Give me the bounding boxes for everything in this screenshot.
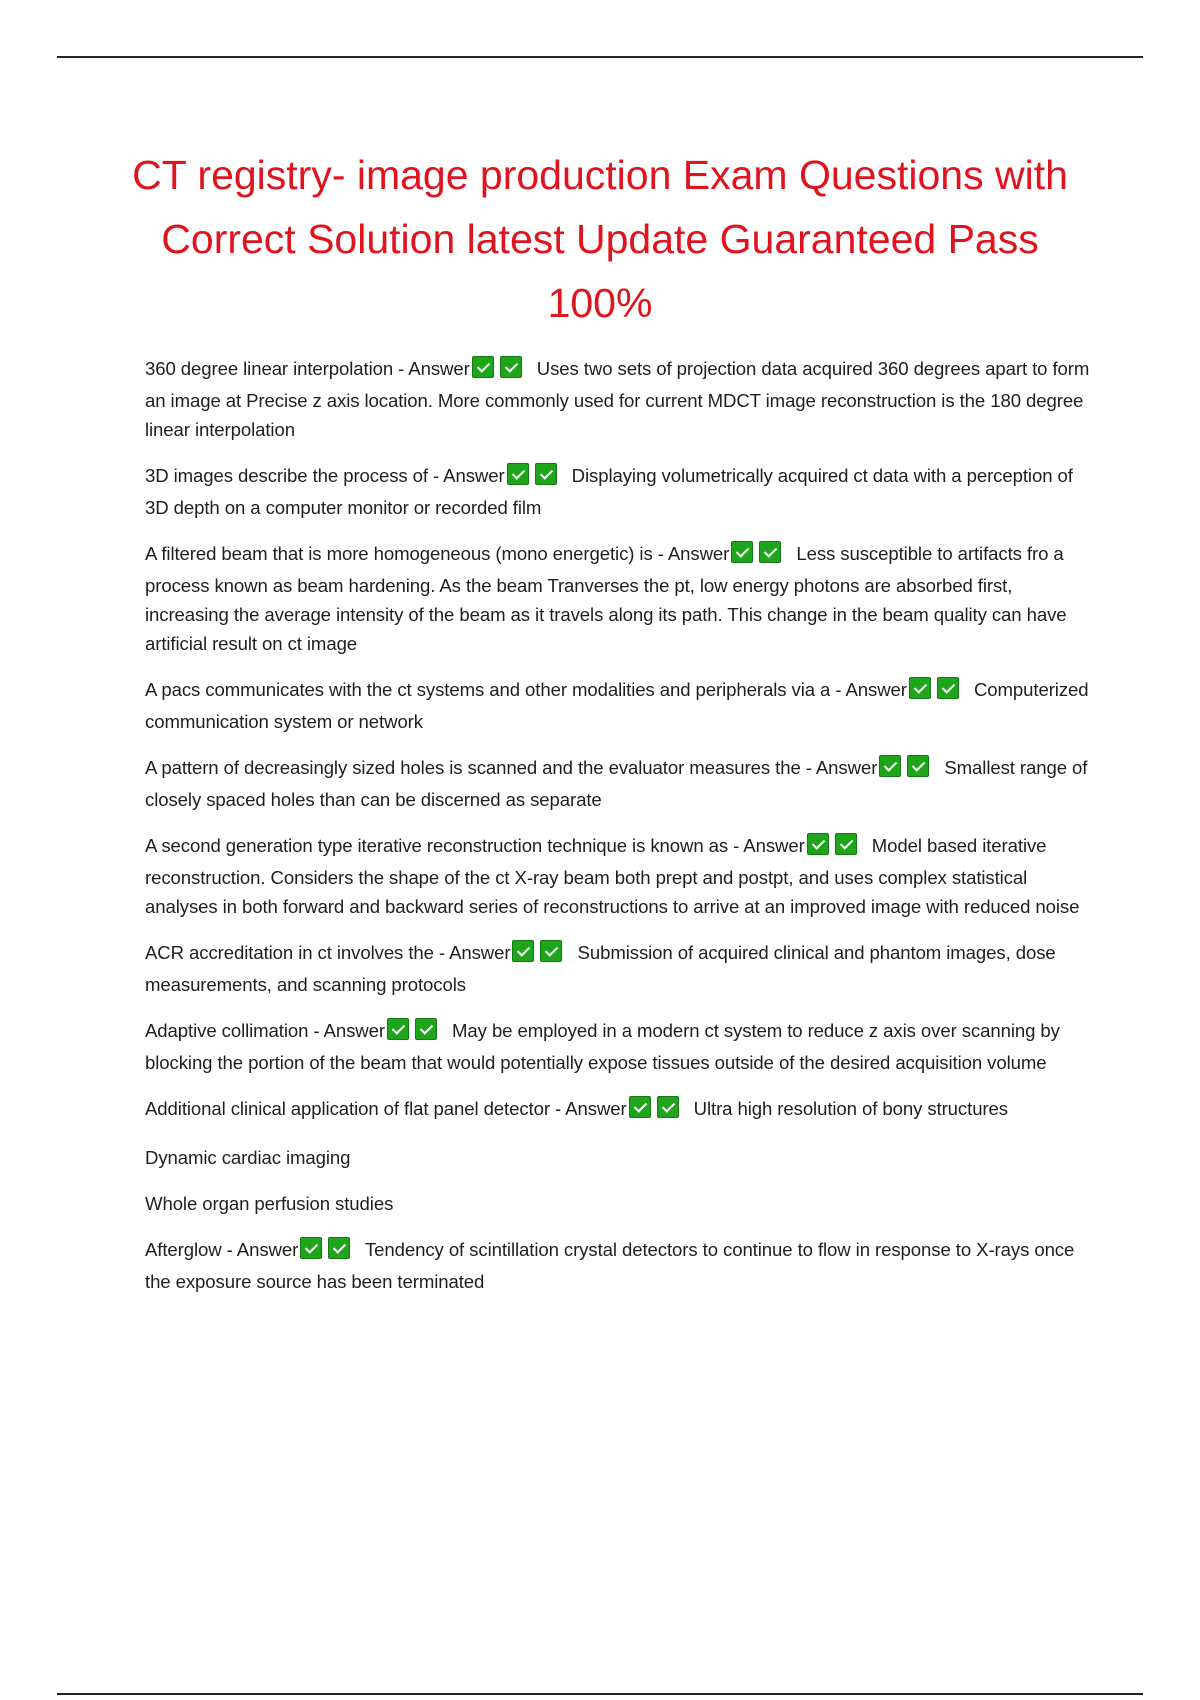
answer-continuation-line: Whole organ perfusion studies bbox=[145, 1193, 394, 1214]
answer-continuation-line: Dynamic cardiac imaging bbox=[145, 1147, 351, 1168]
answer-text: May be employed in a modern ct system to reduce z axis over scanning by blocking the portion of the beam that would potentially expose tissues outside of the desired acquisition volume bbox=[145, 1020, 1060, 1073]
green-check-box-icon bbox=[387, 1018, 409, 1040]
green-check-box-icon bbox=[472, 356, 494, 378]
green-check-box-icon bbox=[937, 677, 959, 699]
green-check-box-icon bbox=[415, 1018, 437, 1040]
answer-text: Smallest range of closely spaced holes than can be discerned as separate bbox=[145, 757, 1088, 810]
green-check-box-icon bbox=[512, 940, 534, 962]
bottom-rule bbox=[57, 1693, 1143, 1695]
answer-text: Submission of acquired clinical and phantom images, dose measurements, and scanning protocols bbox=[145, 942, 1056, 995]
qa-item bbox=[145, 831, 1095, 921]
question-text: Additional clinical application of flat panel detector - Answer bbox=[145, 1098, 627, 1119]
green-check-box-icon bbox=[879, 755, 901, 777]
question-text: ACR accreditation in ct involves the - Answer bbox=[145, 942, 511, 963]
green-check-box-icon bbox=[328, 1237, 350, 1259]
green-check-box-icon bbox=[500, 356, 522, 378]
green-check-box-icon bbox=[909, 677, 931, 699]
green-check-box-icon bbox=[657, 1096, 679, 1118]
answer-text: Tendency of scintillation crystal detectors to continue to flow in response to X-rays once the exposure source has been terminated bbox=[145, 1239, 1075, 1292]
green-check-box-icon bbox=[835, 833, 857, 855]
question-text: A pattern of decreasingly sized holes is scanned and the evaluator measures the - Answer bbox=[145, 757, 878, 778]
answer-marker bbox=[879, 755, 935, 785]
green-check-box-icon bbox=[535, 463, 557, 485]
top-rule bbox=[57, 56, 1143, 58]
answer-text: Ultra high resolution of bony structures bbox=[693, 1098, 1008, 1119]
green-check-box-icon bbox=[907, 755, 929, 777]
answer-marker bbox=[472, 356, 528, 386]
answer-text: Model based iterative reconstruction. Considers the shape of the ct X-ray beam both prept and postpt, and uses complex statistical analyses in both forward and backward series of reconstructions to arrive at an improved image with reduced noise bbox=[145, 835, 1080, 917]
qa-item bbox=[145, 539, 1095, 658]
answer-marker bbox=[507, 463, 563, 493]
question-text: A pacs communicates with the ct systems and other modalities and peripherals via a - Answer bbox=[145, 679, 907, 700]
answer-text: Uses two sets of projection data acquired 360 degrees apart to form an image at Precise z axis location. More commonly used for current MDCT image reconstruction is the 180 degree linear interpolation bbox=[145, 358, 1090, 440]
qa-item bbox=[145, 753, 1095, 814]
answer-marker bbox=[731, 541, 787, 571]
answer-marker bbox=[629, 1096, 685, 1126]
document-body bbox=[145, 354, 1095, 1313]
green-check-box-icon bbox=[731, 541, 753, 563]
qa-item bbox=[145, 1094, 1095, 1126]
qa-item bbox=[145, 1016, 1095, 1077]
green-check-box-icon bbox=[807, 833, 829, 855]
green-check-box-icon bbox=[629, 1096, 651, 1118]
answer-marker bbox=[909, 677, 965, 707]
green-check-box-icon bbox=[759, 541, 781, 563]
question-text: Adaptive collimation - Answer bbox=[145, 1020, 385, 1041]
qa-item bbox=[145, 675, 1095, 736]
qa-item bbox=[145, 354, 1095, 444]
question-text: 360 degree linear interpolation - Answer bbox=[145, 358, 470, 379]
qa-item bbox=[145, 938, 1095, 999]
answer-marker bbox=[387, 1018, 443, 1048]
green-check-box-icon bbox=[540, 940, 562, 962]
green-check-box-icon bbox=[300, 1237, 322, 1259]
answer-text: Computerized communication system or network bbox=[145, 679, 1089, 732]
answer-marker bbox=[300, 1237, 356, 1267]
question-text: 3D images describe the process of - Answer bbox=[145, 465, 505, 486]
answer-marker bbox=[512, 940, 568, 970]
answer-marker bbox=[807, 833, 863, 863]
answer-text: Less susceptible to artifacts fro a process known as beam hardening. As the beam Tranverses the pt, low energy photons are absorbed first, increasing the average intensity of the beam as it travels along its path. This change in the beam quality can have artificial result on ct image bbox=[145, 543, 1067, 654]
answer-text: Displaying volumetrically acquired ct data with a perception of 3D depth on a computer monitor or recorded film bbox=[145, 465, 1073, 518]
question-text: A filtered beam that is more homogeneous (mono energetic) is - Answer bbox=[145, 543, 730, 564]
document-title: CT registry- image production Exam Questions with Correct Solution latest Update Guaranteed Pass 100% bbox=[132, 152, 1068, 326]
question-text: A second generation type iterative reconstruction technique is known as - Answer bbox=[145, 835, 805, 856]
qa-item bbox=[145, 1235, 1095, 1296]
qa-item bbox=[145, 461, 1095, 522]
question-text: Afterglow - Answer bbox=[145, 1239, 299, 1260]
green-check-box-icon bbox=[507, 463, 529, 485]
